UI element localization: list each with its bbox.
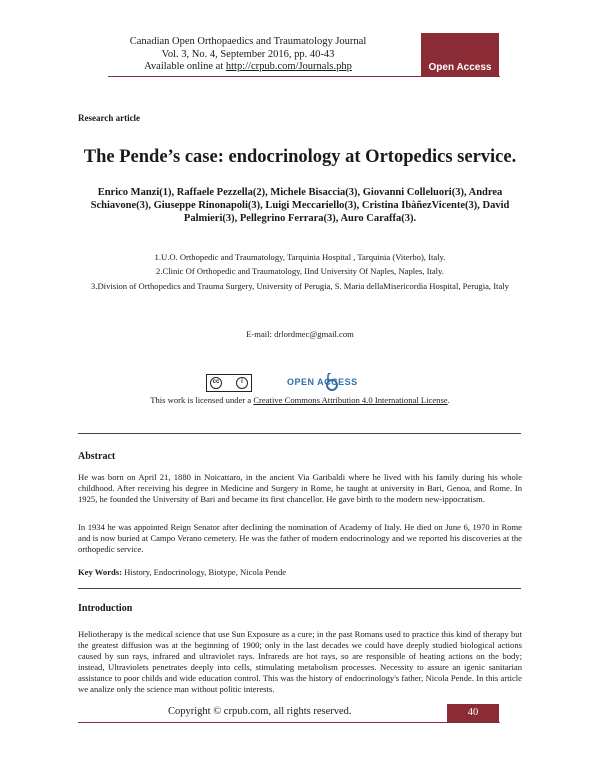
abstract-paragraph-1: He was born on April 21, 1880 in Noicattaro, in the ancient Via Garibaldi where he lived with his family during his whole childhood. After receiving his degree in Medicine and Surgery in Rome, he taught at university in Bari, Genoa, and Rome. In 1925, he founded the University of Bari and became its first chancellor. He gave birth to the modern new-ippocratism. bbox=[78, 472, 522, 504]
affiliation-2: 2.Clinic Of Orthopedic and Traumatology, IInd University Of Naples, Naples, Italy. bbox=[156, 266, 444, 276]
copyright-notice: Copyright © crpub.com, all rights reserved. bbox=[168, 706, 352, 717]
contact-email: E-mail: drlordmec@gmail.com bbox=[246, 329, 354, 339]
open-access-label: Open Access bbox=[428, 62, 492, 73]
license-statement bbox=[80, 395, 520, 405]
journal-url-link[interactable]: http://crpub.com/Journals.php bbox=[225, 61, 352, 72]
page-number: 40 bbox=[447, 704, 499, 722]
paper-title: The Pende’s case: endocrinology at Ortopedics service. bbox=[83, 147, 517, 167]
license-prefix: This work is licensed under a bbox=[150, 395, 254, 405]
author-list: Enrico Manzi(1), Raffaele Pezzella(2), Michele Bisaccia(3), Giovanni Colleluori(3), Andrea Schiavone(3), Giuseppe Rinonapoli(3), Luigi Meccariello(3), Cristina IbàñezVicente(3), David Palmieri(3), Pellegrino Ferrara(3), Auro Caraffa(3). bbox=[90, 187, 510, 224]
journal-header bbox=[108, 36, 388, 74]
header-divider bbox=[108, 76, 500, 77]
open-access-logo-text: OPEN ACCESS bbox=[287, 377, 358, 387]
open-access-logo-icon bbox=[287, 373, 377, 393]
abstract-heading: Abstract bbox=[78, 451, 116, 462]
keywords bbox=[78, 567, 522, 578]
footer-divider bbox=[78, 722, 500, 723]
attribution-icon: i bbox=[236, 377, 248, 389]
affiliation-3: 3.Division of Orthopedics and Trauma Surgery, University of Perugia, S. Maria dellaMisericordia Hospital, Perugia, Italy bbox=[91, 281, 509, 291]
journal-availability bbox=[108, 61, 388, 74]
divider-top bbox=[78, 433, 521, 434]
keywords-label: Key Words: bbox=[78, 567, 123, 577]
available-prefix: Available online at bbox=[144, 61, 226, 72]
keywords-value: History, Endocrinology, Biotype, Nicola Pende bbox=[122, 567, 287, 577]
abstract-paragraph-2: In 1934 he was appointed Reign Senator after declining the nomination of Academy of Italy. He died on June 6, 1970 in Rome and is now buried at Campo Verano cemetery. He was the father of modern endocrinology and we reported his discoveries at the orthopedic service. bbox=[78, 522, 522, 554]
article-type: Research article bbox=[78, 113, 141, 123]
divider-bottom bbox=[78, 588, 521, 589]
license-suffix: . bbox=[447, 395, 450, 405]
introduction-paragraph-1: Heliotherapy is the medical science that use Sun Exposure as a cure; in the past Romans used to practice this kind of therapy but the greatest diffusion was at the beginning of 1900; only in the last decades we could have deeply studied biological actions caused by sun rays, infrared and ultraviolet rays. Infrareds are hot rays, so are responsible of heating actions on the body; instead, Ultraviolets penetrates deeply into cells, stimulating metabolism processes. Necessity to assure an igenic sanitarian assistance to poor childs and wide education control. This was the history of endocrinology's father, Nicola Pende. In this article we analize only the science man without politic interests. bbox=[78, 629, 522, 694]
journal-volume: Vol. 3, No. 4, September 2016, pp. 40-43 bbox=[161, 48, 335, 60]
open-access-badge bbox=[421, 33, 499, 77]
journal-name: Canadian Open Orthopaedics and Traumatology Journal bbox=[129, 36, 367, 47]
creative-commons-icon bbox=[206, 374, 252, 392]
introduction-heading: Introduction bbox=[78, 603, 133, 614]
cc-symbol-icon: cc bbox=[210, 377, 222, 389]
license-link[interactable]: Creative Commons Attribution 4.0 International License bbox=[253, 395, 448, 405]
affiliation-1: 1.U.O. Orthopedic and Traumatology, Tarquinia Hospital , Tarquinia (Viterbo), Italy. bbox=[154, 252, 446, 262]
